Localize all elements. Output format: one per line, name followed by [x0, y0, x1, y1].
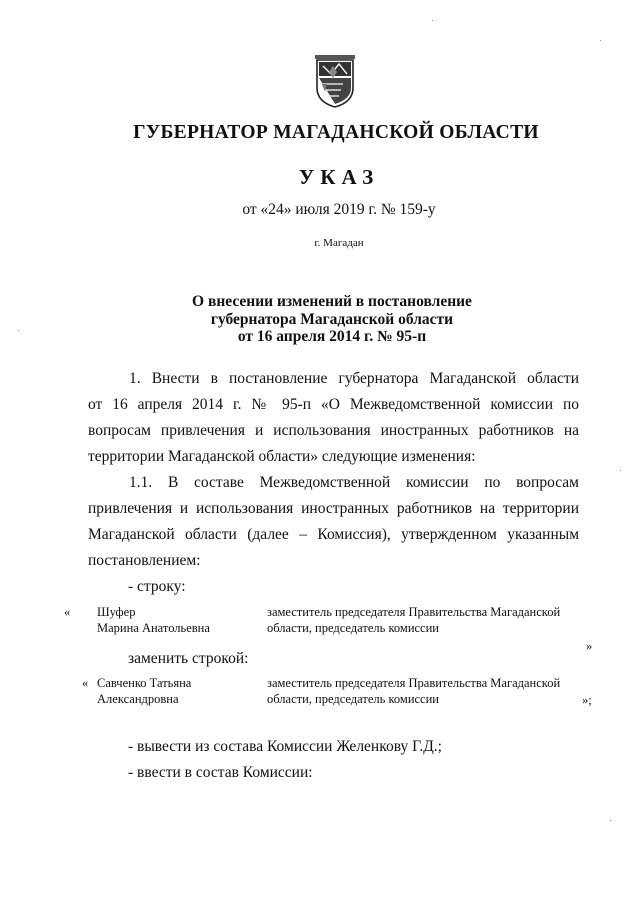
scan-speck	[620, 470, 621, 471]
new-entry-name	[97, 675, 191, 707]
governor-title: ГУБЕРНАТОР МАГАДАНСКОЙ ОБЛАСТИ	[133, 122, 539, 143]
add-member-line: - ввести в состав Комиссии:	[128, 764, 313, 781]
paragraph-1-line-4: территории Магаданской области» следующие изменения:	[88, 448, 476, 465]
old-entry-name	[97, 604, 210, 636]
remove-member-line: - вывести из состава Комиссии Желенкову Г.Д.;	[128, 738, 442, 755]
paragraph-2-line-4: постановлением:	[88, 552, 201, 569]
subject-line-1: О внесении изменений в постановление	[192, 293, 472, 310]
coat-of-arms-emblem	[313, 54, 357, 108]
new-entry-open-quote: «	[82, 676, 89, 690]
row-label: - строку:	[128, 578, 186, 595]
new-entry-position-line-2: области, председатель комиссии	[267, 692, 439, 706]
paragraph-1-line-1: 1. Внести в постановление губернатора Магаданской области	[129, 370, 579, 387]
old-entry-close-quote: »	[586, 639, 593, 653]
old-entry-position-line-2: области, председатель комиссии	[267, 621, 439, 635]
paragraph-2-line-1: 1.1. В составе Межведомственной комиссии по вопросам	[129, 474, 579, 491]
scan-speck	[610, 820, 611, 821]
paragraph-2-line-3: Магаданской области (далее – Комиссия), утвержденном указанным	[88, 526, 579, 543]
subject-line-3: от 16 апреля 2014 г. № 95-п	[237, 328, 427, 345]
paragraph-1-line-2: от 16 апреля 2014 г. № 95-п «О Межведомственной комиссии по	[88, 396, 579, 413]
new-entry-name-line-1: Савченко Татьяна	[97, 676, 192, 690]
paragraph-1-line-3: вопросам привлечения и использования иностранных работников на	[88, 422, 579, 439]
old-entry-position-line-1: заместитель председателя Правительства Магаданской	[267, 605, 561, 619]
new-entry-name-line-2: Александровна	[97, 692, 179, 706]
document-subject	[0, 293, 640, 346]
scan-speck	[600, 40, 601, 41]
document-type: УКАЗ	[298, 165, 380, 189]
new-entry-position	[267, 675, 560, 707]
new-entry-close-quote: »;	[582, 693, 592, 707]
replace-label: заменить строкой:	[128, 650, 249, 667]
new-entry-position-line-1: заместитель председателя Правительства Магаданской	[267, 676, 561, 690]
old-entry-open-quote: «	[64, 605, 71, 619]
old-entry-name-line-1: Шуфер	[97, 605, 136, 619]
paragraph-2-line-2: привлечения и использования иностранных работников на территории	[88, 500, 579, 517]
scan-speck	[432, 20, 433, 21]
document-city: г. Магадан	[314, 237, 364, 249]
scan-speck	[18, 330, 19, 331]
document-date-number: от «24» июля 2019 г. № 159-у	[242, 201, 436, 218]
old-entry-position	[267, 604, 560, 636]
old-entry-name-line-2: Марина Анатольевна	[97, 621, 210, 635]
subject-line-2: губернатора Магаданской области	[210, 310, 454, 328]
